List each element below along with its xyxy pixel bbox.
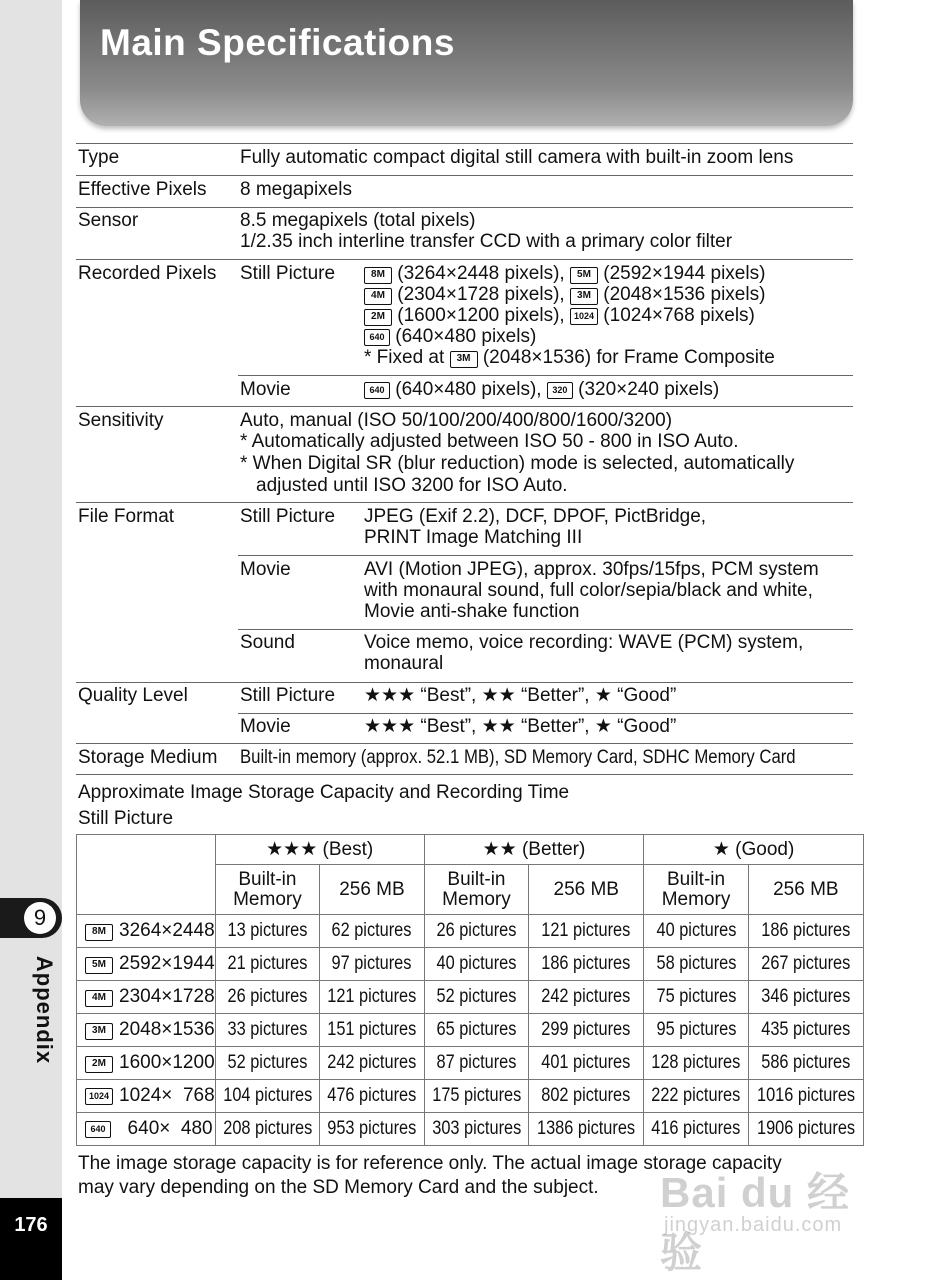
capacity-cell (424, 1113, 529, 1146)
resolution-icon: 8M (364, 267, 392, 284)
resolution-text: 2304×1728 (119, 986, 215, 1007)
spec-label-type: Type (78, 147, 120, 168)
capacity-value: 435 pictures (761, 1019, 851, 1040)
capacity-value: 242 pictures (327, 1052, 417, 1073)
table-row (77, 981, 864, 1014)
resolution-icon: 4M (364, 288, 392, 305)
capacity-value: 401 pictures (541, 1052, 631, 1073)
resolution-text: 1024× 768 (119, 1085, 215, 1106)
resolution-text: 2592×1944 (119, 953, 215, 974)
sensitivity-note: * Automatically adjusted between ISO 50 - 800 in ISO Auto. (240, 431, 739, 452)
capacity-value: 33 pictures (227, 1019, 308, 1040)
capacity-cell (748, 915, 863, 948)
spec-label-storage-medium: Storage Medium (78, 747, 218, 768)
page-number: 176 (14, 1214, 48, 1236)
left-margin-bar (0, 0, 62, 1280)
spec-rule (76, 682, 853, 683)
capacity-value: 953 pictures (327, 1118, 417, 1139)
resolution-icon: 320 (547, 382, 573, 399)
spec-label-file-format: File Format (78, 506, 175, 527)
spec-value-sensor-line2: 1/2.35 inch interline transfer CCD with a primary color filter (240, 231, 733, 252)
spec-sub-rule (238, 555, 853, 556)
watermark-logo (660, 1160, 874, 1276)
resolution-icon: 5M (570, 267, 598, 284)
capacity-value: 186 pictures (541, 953, 631, 974)
capacity-value: 1386 pictures (537, 1118, 636, 1139)
recorded-pixels-line (364, 326, 536, 347)
capacity-value: 40 pictures (436, 953, 517, 974)
resolution-text: (1600×1200 pixels), (397, 305, 565, 326)
file-format-still: JPEG (Exif 2.2), DCF, DPOF, PictBridge, (364, 506, 707, 527)
watermark-url: jingyan.baidu.com (664, 1214, 843, 1236)
capacity-cell (748, 981, 863, 1014)
capacity-value: 52 pictures (436, 986, 517, 1007)
capacity-value: 13 pictures (227, 920, 308, 941)
spec-rule (76, 774, 853, 775)
page-title: Main Specifications (100, 22, 455, 63)
table-row (77, 1047, 864, 1080)
capacity-value: 21 pictures (227, 953, 308, 974)
capacity-cell (424, 1014, 529, 1047)
capacity-value: 151 pictures (327, 1019, 417, 1040)
spec-label-effective-pixels: Effective Pixels (78, 179, 207, 200)
quality-header: ★★ (Better) (424, 835, 644, 865)
capacity-cell (644, 1113, 749, 1146)
resolution-cell (77, 981, 216, 1014)
memory-header: Built-in Memory (424, 865, 529, 915)
spec-rule (76, 175, 853, 176)
memory-header: 256 MB (320, 865, 425, 915)
capacity-table (76, 834, 864, 1146)
spec-label-sensitivity: Sensitivity (78, 410, 164, 431)
table-header-row (77, 835, 864, 865)
capacity-subheading: Still Picture (78, 808, 174, 829)
file-format-movie: Movie anti-shake function (364, 601, 580, 622)
capacity-cell (424, 1047, 529, 1080)
capacity-value: 346 pictures (761, 986, 851, 1007)
capacity-cell (320, 948, 425, 981)
capacity-value: 75 pictures (656, 986, 737, 1007)
resolution-text: (640×480 pixels) (395, 326, 537, 347)
capacity-value: 62 pictures (331, 920, 412, 941)
capacity-cell (215, 981, 320, 1014)
capacity-value: 186 pictures (761, 920, 851, 941)
chapter-tab (0, 898, 62, 938)
capacity-cell (320, 1113, 425, 1146)
sensitivity-note: * When Digital SR (blur reduction) mode is selected, automatically (240, 453, 795, 474)
spec-sublabel-movie: Movie (240, 379, 291, 400)
watermark-main: Bai du 经验 (660, 1169, 851, 1276)
resolution-cell (77, 915, 216, 948)
capacity-cell (748, 948, 863, 981)
capacity-cell (644, 1047, 749, 1080)
spec-label-recorded-pixels: Recorded Pixels (78, 263, 217, 284)
movie-pixels-line (364, 379, 719, 400)
memory-header: Built-in Memory (215, 865, 320, 915)
capacity-value: 1906 pictures (756, 1118, 855, 1139)
table-row (77, 1080, 864, 1113)
capacity-value: 802 pictures (541, 1085, 631, 1106)
capacity-value: 299 pictures (541, 1019, 631, 1040)
capacity-value: 222 pictures (651, 1085, 741, 1106)
spec-label-sensor: Sensor (78, 210, 139, 231)
capacity-cell (320, 1047, 425, 1080)
resolution-icon: 2M (364, 309, 392, 326)
spec-value-sensitivity: Auto, manual (ISO 50/100/200/400/800/1600/3200) (240, 410, 673, 431)
spec-value-type: Fully automatic compact digital still camera with built-in zoom lens (240, 147, 794, 168)
resolution-icon: 640 (364, 382, 390, 399)
capacity-cell (529, 1014, 644, 1047)
capacity-cell (424, 948, 529, 981)
capacity-cell (748, 1014, 863, 1047)
capacity-value: 97 pictures (331, 953, 412, 974)
file-format-movie: AVI (Motion JPEG), approx. 30fps/15fps, PCM system (364, 559, 819, 580)
file-format-still: PRINT Image Matching III (364, 527, 583, 548)
capacity-footnote: may vary depending on the SD Memory Card and the subject. (78, 1177, 599, 1198)
capacity-value: 175 pictures (431, 1085, 521, 1106)
memory-header: 256 MB (529, 865, 644, 915)
capacity-value: 128 pictures (651, 1052, 741, 1073)
table-row (77, 1014, 864, 1047)
resolution-icon: 5M (85, 957, 113, 974)
page-header (80, 0, 853, 126)
resolution-icon: 1024 (85, 1088, 113, 1105)
capacity-cell (215, 1113, 320, 1146)
spec-value-storage-medium: Built-in memory (approx. 52.1 MB), SD Memory Card, SDHC Memory Card (240, 747, 796, 768)
resolution-text: (2304×1728 pixels), (397, 284, 565, 305)
capacity-cell (215, 1047, 320, 1080)
capacity-cell (529, 1047, 644, 1080)
note-text: (2048×1536) for Frame Composite (482, 347, 775, 368)
memory-header: Built-in Memory (644, 865, 749, 915)
resolution-text: (320×240 pixels) (578, 379, 720, 400)
capacity-value: 58 pictures (656, 953, 737, 974)
capacity-value: 208 pictures (222, 1118, 312, 1139)
capacity-cell (748, 1047, 863, 1080)
capacity-cell (320, 1080, 425, 1113)
spec-sublabel-still: Still Picture (240, 506, 336, 527)
memory-header: 256 MB (748, 865, 863, 915)
chapter-number: 9 (24, 902, 56, 934)
resolution-text: (640×480 pixels), (395, 379, 542, 400)
spec-sub-rule (238, 713, 853, 714)
capacity-cell (529, 915, 644, 948)
resolution-cell (77, 1047, 216, 1080)
spec-sub-rule (238, 375, 853, 376)
spec-sublabel-movie: Movie (240, 716, 291, 737)
capacity-cell (320, 1014, 425, 1047)
recorded-pixels-line (364, 284, 765, 305)
capacity-cell (644, 1080, 749, 1113)
page-number-box (0, 1198, 62, 1280)
capacity-value: 87 pictures (436, 1052, 517, 1073)
spec-label-quality-level: Quality Level (78, 685, 188, 706)
recorded-pixels-line (364, 305, 755, 326)
spec-rule (76, 406, 853, 407)
table-row (77, 948, 864, 981)
capacity-cell (529, 1113, 644, 1146)
capacity-cell (644, 915, 749, 948)
resolution-icon: 3M (570, 288, 598, 305)
spec-rule (76, 259, 853, 260)
capacity-value: 104 pictures (222, 1085, 312, 1106)
file-format-movie: with monaural sound, full color/sepia/black and white, (364, 580, 813, 601)
capacity-cell (529, 981, 644, 1014)
table-row (77, 915, 864, 948)
capacity-cell (644, 948, 749, 981)
resolution-icon: 640 (85, 1121, 111, 1138)
frame-composite-note (364, 347, 775, 368)
spec-rule (76, 743, 853, 744)
capacity-value: 95 pictures (656, 1019, 737, 1040)
spec-value-sensor-line1: 8.5 megapixels (total pixels) (240, 210, 476, 231)
capacity-cell (748, 1080, 863, 1113)
capacity-cell (320, 981, 425, 1014)
spec-sublabel-still: Still Picture (240, 263, 336, 284)
file-format-sound: Voice memo, voice recording: WAVE (PCM) system, (364, 632, 804, 653)
capacity-value: 26 pictures (227, 986, 308, 1007)
spec-sublabel-movie: Movie (240, 559, 291, 580)
spec-rule (76, 207, 853, 208)
resolution-cell (77, 1080, 216, 1113)
capacity-cell (215, 948, 320, 981)
quality-header: ★★★ (Best) (215, 835, 424, 865)
chapter-label: Appendix (32, 955, 57, 1065)
spec-sublabel-sound: Sound (240, 632, 295, 653)
resolution-text: 640× 480 (117, 1118, 213, 1139)
table-row (77, 1113, 864, 1146)
capacity-cell (644, 1014, 749, 1047)
capacity-heading: Approximate Image Storage Capacity and Recording Time (78, 782, 570, 803)
quality-still-value: ★★★ “Best”, ★★ “Better”, ★ “Good” (364, 685, 677, 706)
capacity-value: 303 pictures (431, 1118, 521, 1139)
resolution-text: 3264×2448 (119, 920, 215, 941)
capacity-value: 416 pictures (651, 1118, 741, 1139)
spec-rule (76, 502, 853, 503)
capacity-value: 121 pictures (541, 920, 631, 941)
capacity-value: 40 pictures (656, 920, 737, 941)
capacity-cell (215, 915, 320, 948)
resolution-text: 1600×1200 (119, 1052, 215, 1073)
capacity-cell (644, 981, 749, 1014)
resolution-text: 2048×1536 (119, 1019, 215, 1040)
capacity-value: 586 pictures (761, 1052, 851, 1073)
capacity-value: 121 pictures (327, 986, 417, 1007)
note-text: * Fixed at (364, 347, 445, 368)
recorded-pixels-line (364, 263, 765, 284)
resolution-cell (77, 948, 216, 981)
capacity-value: 476 pictures (327, 1085, 417, 1106)
capacity-value: 242 pictures (541, 986, 631, 1007)
capacity-value: 52 pictures (227, 1052, 308, 1073)
spec-sub-rule (238, 629, 853, 630)
capacity-cell (215, 1080, 320, 1113)
capacity-value: 267 pictures (761, 953, 851, 974)
resolution-icon: 8M (85, 924, 113, 941)
capacity-cell (424, 915, 529, 948)
spec-sublabel-still: Still Picture (240, 685, 336, 706)
file-format-sound: monaural (364, 653, 444, 674)
resolution-icon: 4M (85, 990, 113, 1007)
quality-movie-value: ★★★ “Best”, ★★ “Better”, ★ “Good” (364, 716, 677, 737)
spec-rule (76, 143, 853, 144)
spec-value-effective-pixels: 8 megapixels (240, 179, 352, 200)
capacity-value: 65 pictures (436, 1019, 517, 1040)
resolution-text: (2592×1944 pixels) (603, 263, 766, 284)
resolution-icon: 3M (450, 351, 478, 368)
capacity-cell (215, 1014, 320, 1047)
capacity-cell (424, 1080, 529, 1113)
resolution-cell (77, 1014, 216, 1047)
capacity-cell (748, 1113, 863, 1146)
capacity-cell (320, 915, 425, 948)
resolution-icon: 3M (85, 1023, 113, 1040)
capacity-footnote: The image storage capacity is for reference only. The actual image storage capacity (78, 1153, 782, 1174)
resolution-text: (1024×768 pixels) (603, 305, 755, 326)
table-corner-cell (77, 835, 216, 915)
resolution-icon: 640 (364, 329, 390, 346)
capacity-value: 1016 pictures (756, 1085, 855, 1106)
resolution-text: (3264×2448 pixels), (397, 263, 565, 284)
sensitivity-note: adjusted until ISO 3200 for ISO Auto. (256, 475, 568, 496)
capacity-value: 26 pictures (436, 920, 517, 941)
resolution-icon: 2M (85, 1056, 113, 1073)
resolution-text: (2048×1536 pixels) (603, 284, 766, 305)
quality-header: ★ (Good) (644, 835, 864, 865)
resolution-cell (77, 1113, 216, 1146)
capacity-cell (529, 948, 644, 981)
capacity-cell (424, 981, 529, 1014)
capacity-cell (529, 1080, 644, 1113)
resolution-icon: 1024 (570, 308, 598, 325)
